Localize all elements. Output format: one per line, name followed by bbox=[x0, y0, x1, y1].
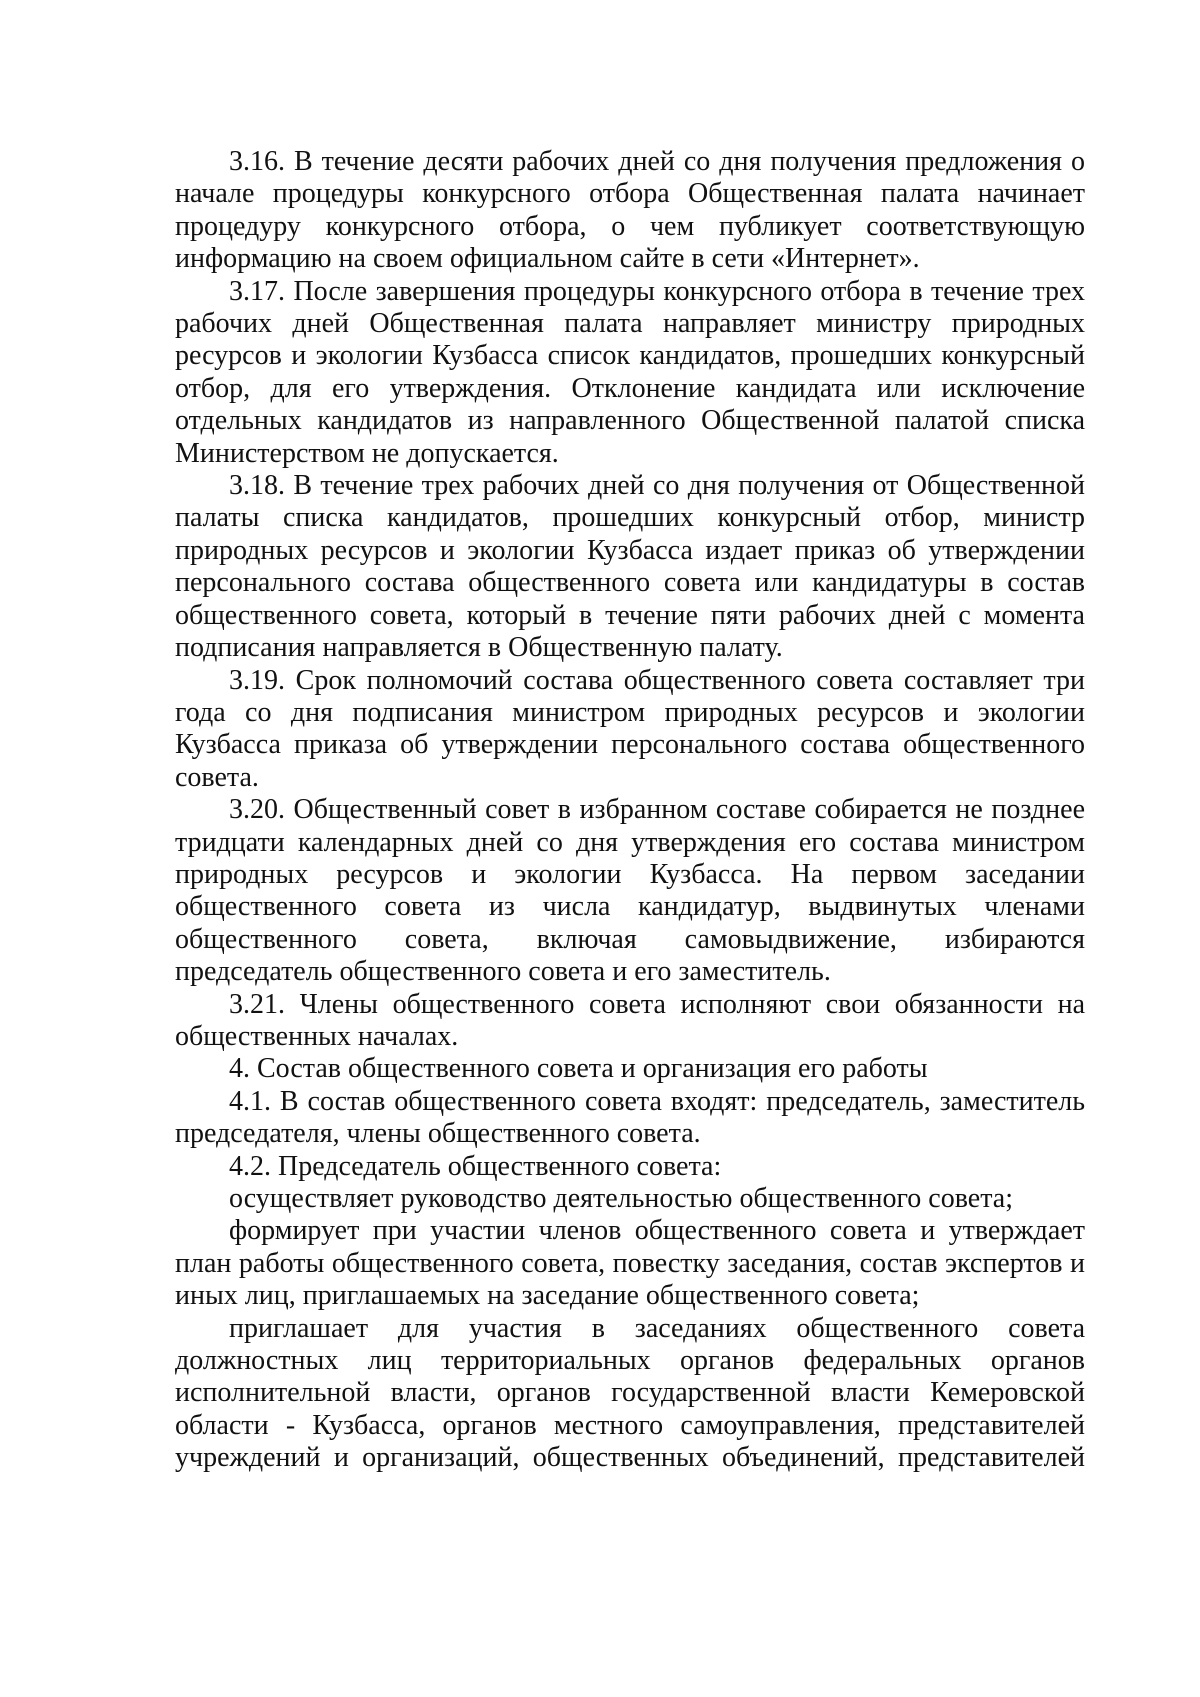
paragraph-3-18: 3.18. В течение трех рабочих дней со дня получения от Общественной палаты списка кандидатов, прошедших конкурсный отбор, министр природных ресурсов и экологии Кузбасса издает приказ об утверждении персонального состава общественного совета или кандидатуры в состав общественного совета, который в течение пяти рабочих дней с момента подписания направляется в Общественную палату. bbox=[175, 470, 1085, 664]
paragraph-3-19: 3.19. Срок полномочий состава общественного совета составляет три года со дня подписания министром природных ресурсов и экологии Кузбасса приказа об утверждении персонального состава общественного совета. bbox=[175, 664, 1085, 793]
paragraph-4-2: 4.2. Председатель общественного совета: bbox=[229, 1150, 722, 1182]
paragraph-3-21: 3.21. Члены общественного совета исполняют свои обязанности на общественных началах. bbox=[175, 988, 1085, 1052]
document-body bbox=[175, 146, 1085, 1475]
section-4-heading: 4. Состав общественного совета и организация его работы bbox=[229, 1053, 928, 1085]
paragraph-4-2-item-3: приглашает для участия в заседаниях общественного совета должностных лиц территориальных органов федеральных органов исполнительной власти, органов государственной власти Кемеровской области - Кузбасса, органов местного самоуправления, представителей учреждений и организаций, общественных объединений, представителей bbox=[175, 1312, 1085, 1474]
paragraph-3-17: 3.17. После завершения процедуры конкурсного отбора в течение трех рабочих дней Общественная палата направляет министру природных ресурсов и экологии Кузбасса список кандидатов, прошедших конкурсный отбор, для его утверждения. Отклонение кандидата или исключение отдельных кандидатов из направленного Общественной палатой списка Министерством не допускается. bbox=[175, 275, 1085, 469]
paragraph-3-20: 3.20. Общественный совет в избранном составе собирается не позднее тридцати календарных дней со дня утверждения его состава министром природных ресурсов и экологии Кузбасса. На первом заседании общественного совета из числа кандидатур, выдвинутых членами общественного совета, включая самовыдвижение, избираются председатель общественного совета и его заместитель. bbox=[175, 794, 1085, 988]
paragraph-4-2-item-2: формирует при участии членов общественного совета и утверждает план работы общественного совета, повестку заседания, состав экспертов и иных лиц, приглашаемых на заседание общественного совета; bbox=[175, 1215, 1085, 1312]
paragraph-3-16: 3.16. В течение десяти рабочих дней со дня получения предложения о начале процедуры конкурсного отбора Общественная палата начинает процедуру конкурсного отбора, о чем публикует соответствующую информацию на своем официальном сайте в сети «Интернет». bbox=[175, 146, 1085, 275]
paragraph-4-1: 4.1. В состав общественного совета входят: председатель, заместитель председателя, члены общественного совета. bbox=[175, 1085, 1085, 1150]
paragraph-4-2-item-1: осуществляет руководство деятельностью общественного совета; bbox=[229, 1183, 1013, 1214]
